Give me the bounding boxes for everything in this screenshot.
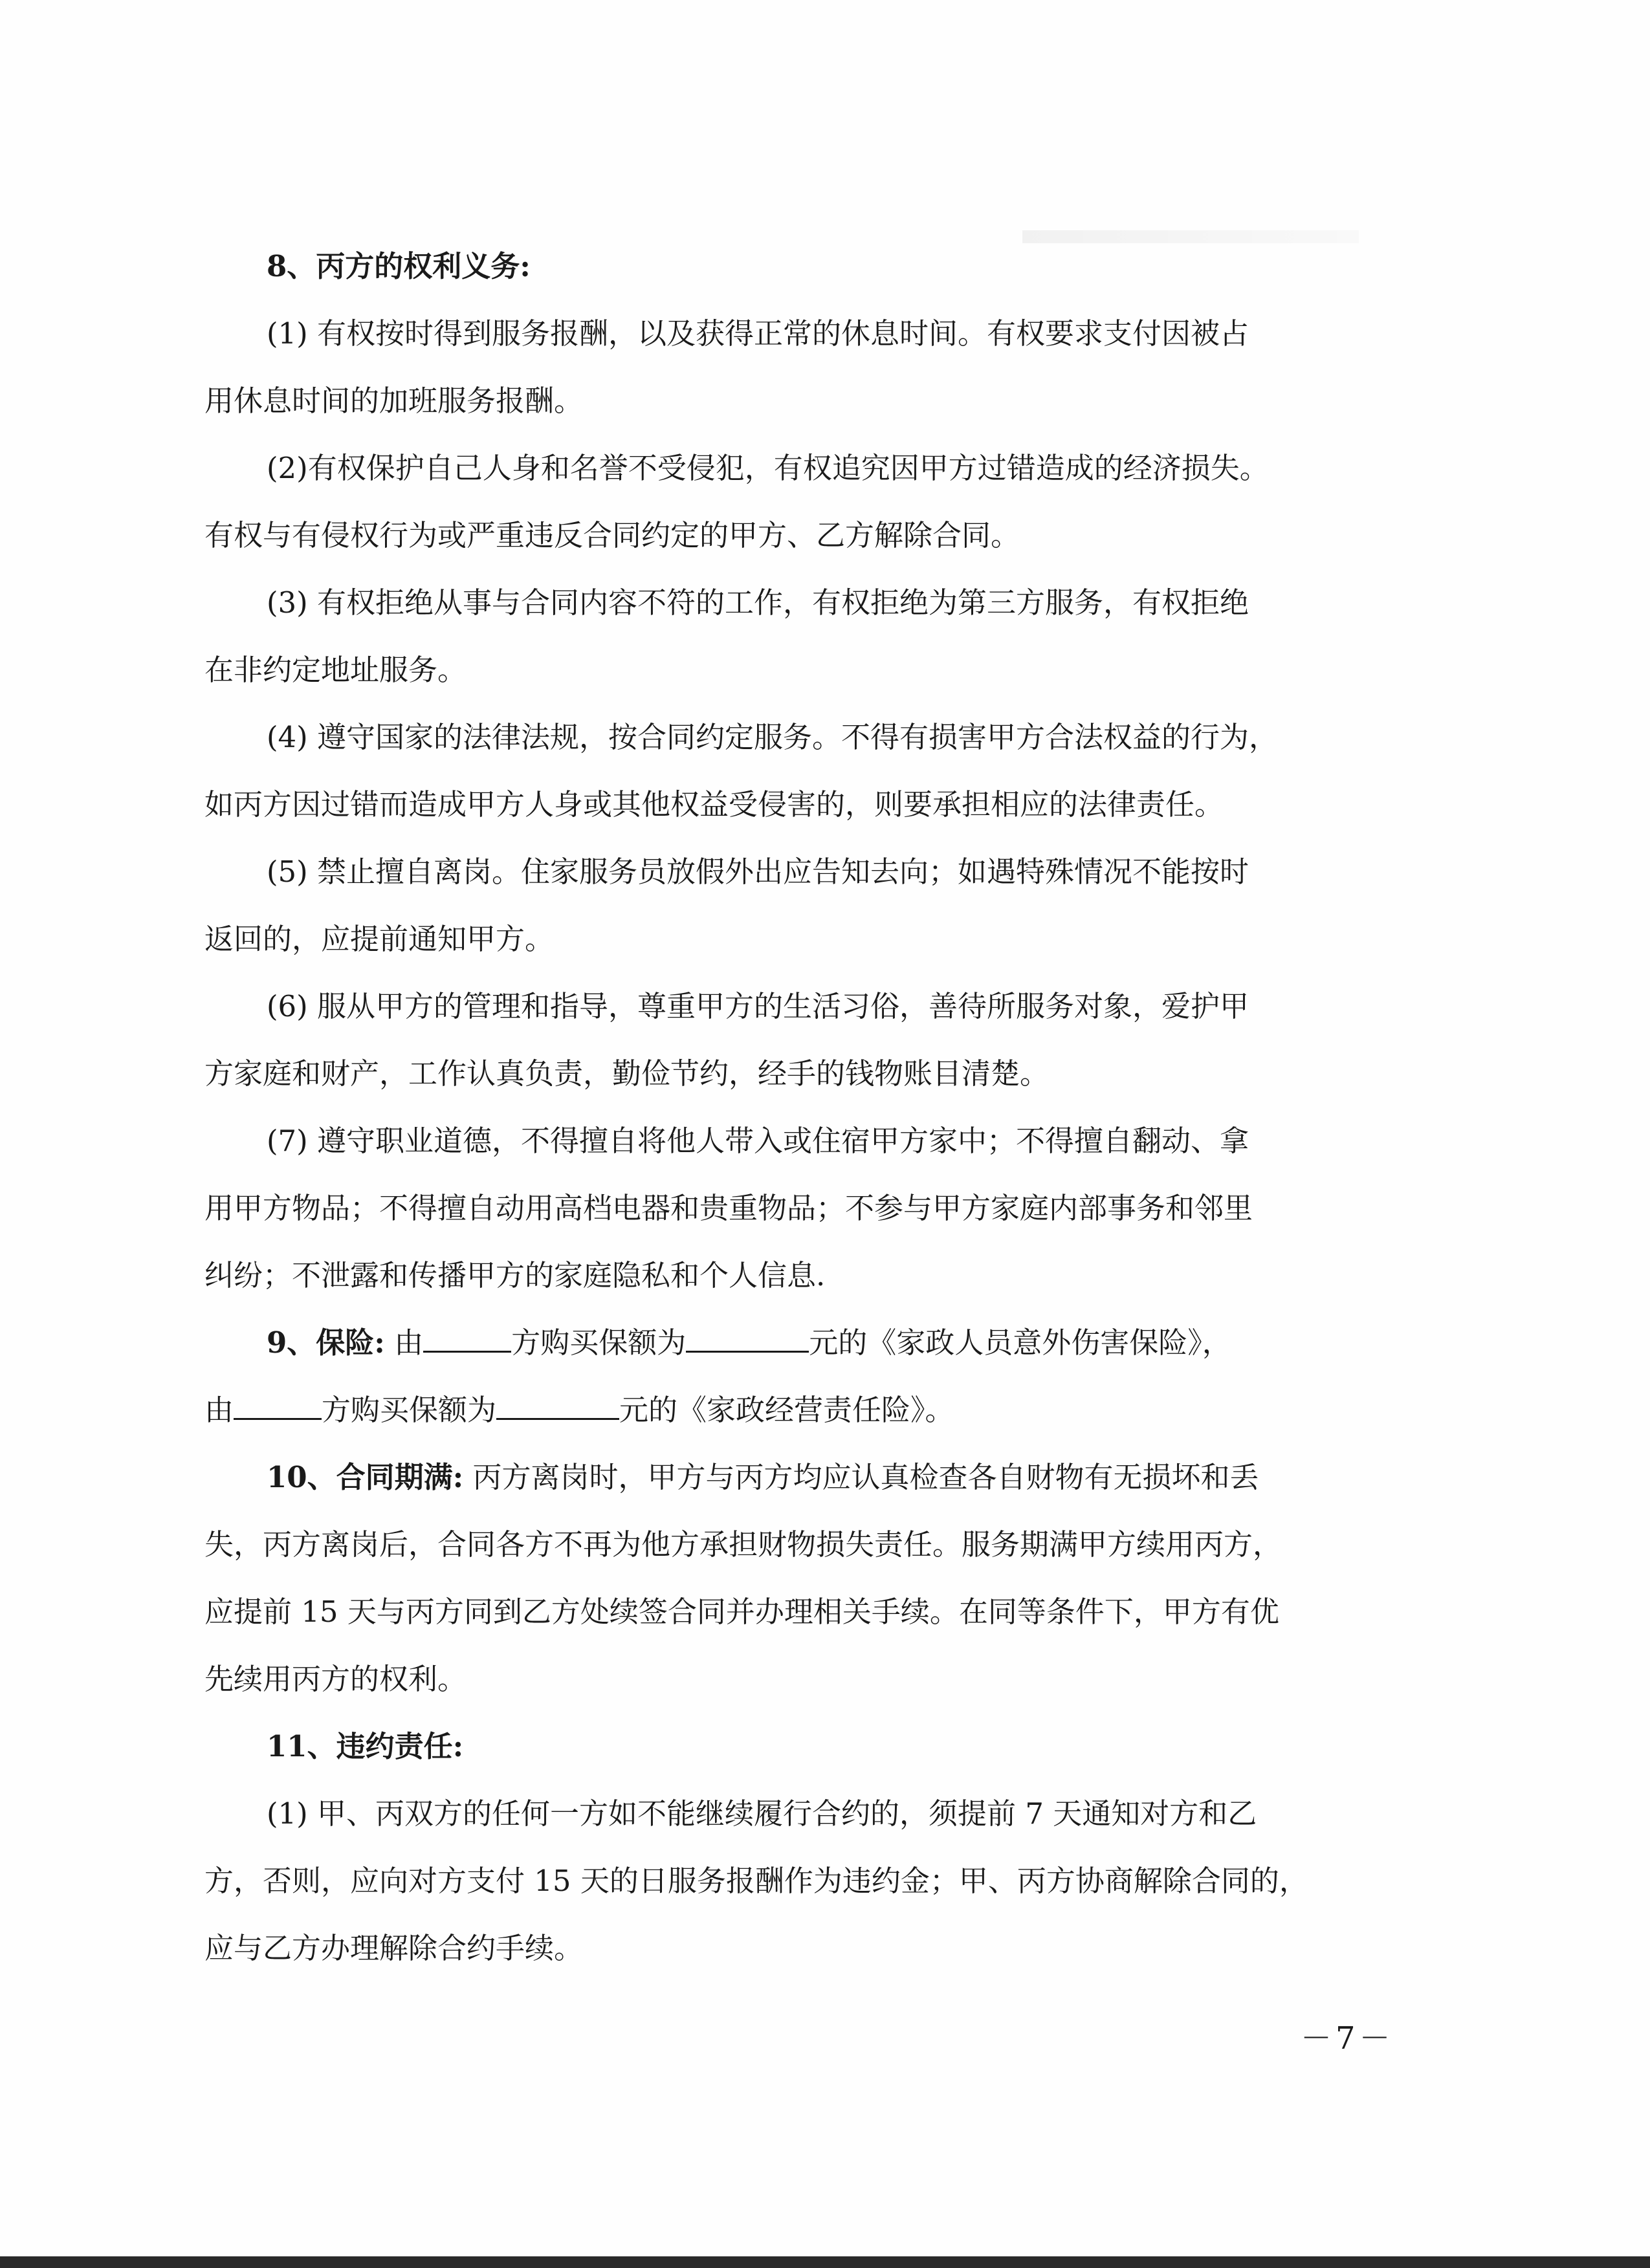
- section-heading-11: 11、违约责任:: [267, 1729, 464, 1763]
- paragraph-line: (6) 服从甲方的管理和指导，尊重甲方的生活习俗，善待所服务对象，爱护甲: [267, 989, 1249, 1023]
- paragraph-line: 先续用丙方的权利。: [204, 1662, 467, 1696]
- insurance-line-2: [204, 1377, 1389, 1444]
- paragraph-line: (3) 有权拒绝从事与合同内容不符的工作，有权拒绝为第三方服务，有权拒绝: [267, 585, 1249, 620]
- paragraph-line: (1) 甲、丙双方的任何一方如不能继续履行合约的，须提前 7 天通知对方和乙: [267, 1796, 1257, 1831]
- insurance-text: 方购买保额为: [511, 1325, 687, 1360]
- paragraph-line: (7) 遵守职业道德，不得擅自将他人带入或住宿甲方家中；不得擅自翻动、拿: [267, 1124, 1249, 1158]
- blank-field-amount[interactable]: [496, 1391, 619, 1420]
- insurance-text: 由: [204, 1393, 234, 1427]
- insurance-text: 元的《家政经营责任险》。: [619, 1393, 954, 1427]
- insurance-text: 元的《家政人员意外伤害保险》，: [809, 1325, 1231, 1360]
- section-heading-9: 9、保险:: [267, 1325, 385, 1360]
- paragraph-line: 方家庭和财产，工作认真负责，勤俭节约，经手的钱物账目清楚。: [204, 1056, 1050, 1091]
- paragraph-line: 用甲方物品；不得擅自动用高档电器和贵重物品；不参与甲方家庭内部事务和邻里: [204, 1191, 1253, 1225]
- scan-edge: [0, 2256, 1650, 2268]
- insurance-text: 方购买保额为: [322, 1393, 497, 1427]
- paragraph-line: 方，否则，应向对方支付 15 天的日服务报酬作为违约金；甲、丙方协商解除合同的，: [204, 1864, 1308, 1898]
- paragraph-line: 在非约定地址服务。: [204, 653, 467, 687]
- section-heading-8: 8、丙方的权利义务:: [267, 249, 531, 283]
- blank-field-party[interactable]: [423, 1324, 511, 1353]
- paragraph-line: 失，丙方离岗后，合同各方不再为他方承担财物损失责任。服务期满甲方续用丙方，: [204, 1527, 1282, 1562]
- document-body: [204, 233, 1389, 1982]
- paragraph-line: 如丙方因过错而造成甲方人身或其他权益受侵害的，则要承担相应的法律责任。: [204, 787, 1224, 822]
- blank-field-party[interactable]: [234, 1391, 322, 1420]
- paragraph-line: 有权与有侵权行为或严重违反合同约定的甲方、乙方解除合同。: [204, 518, 1020, 552]
- paragraph-line: 应提前 15 天与丙方同到乙方处续签合同并办理相关手续。在同等条件下，甲方有优: [204, 1595, 1279, 1629]
- contract-expiry-line: [204, 1444, 1389, 1511]
- paragraph-line: (4) 遵守国家的法律法规，按合同约定服务。不得有损害甲方合法权益的行为，: [267, 720, 1279, 754]
- blank-field-amount[interactable]: [686, 1324, 809, 1353]
- page-number: －7－: [1301, 2020, 1394, 2056]
- paragraph-line: (5) 禁止擅自离岗。住家服务员放假外出应告知去向；如遇特殊情况不能按时: [267, 855, 1249, 889]
- paragraph-text: 丙方离岗时，甲方与丙方均应认真检查各自财物有无损坏和丢: [472, 1460, 1259, 1494]
- section-heading-10: 10、合同期满:: [267, 1460, 464, 1494]
- paragraph-line: 用休息时间的加班服务报酬。: [204, 384, 584, 418]
- insurance-line-1: [204, 1309, 1389, 1377]
- paragraph-line: 纠纷；不泄露和传播甲方的家庭隐私和个人信息.: [204, 1258, 826, 1292]
- paragraph-line: (2)有权保护自己人身和名誉不受侵犯，有权追究因甲方过错造成的经济损失。: [267, 451, 1269, 485]
- insurance-text: 由: [394, 1325, 424, 1360]
- paragraph-line: 应与乙方办理解除合约手续。: [204, 1931, 584, 1965]
- paragraph-line: (1) 有权按时得到服务报酬，以及获得正常的休息时间。有权要求支付因被占: [267, 316, 1249, 351]
- paragraph-line: 返回的，应提前通知甲方。: [204, 922, 555, 956]
